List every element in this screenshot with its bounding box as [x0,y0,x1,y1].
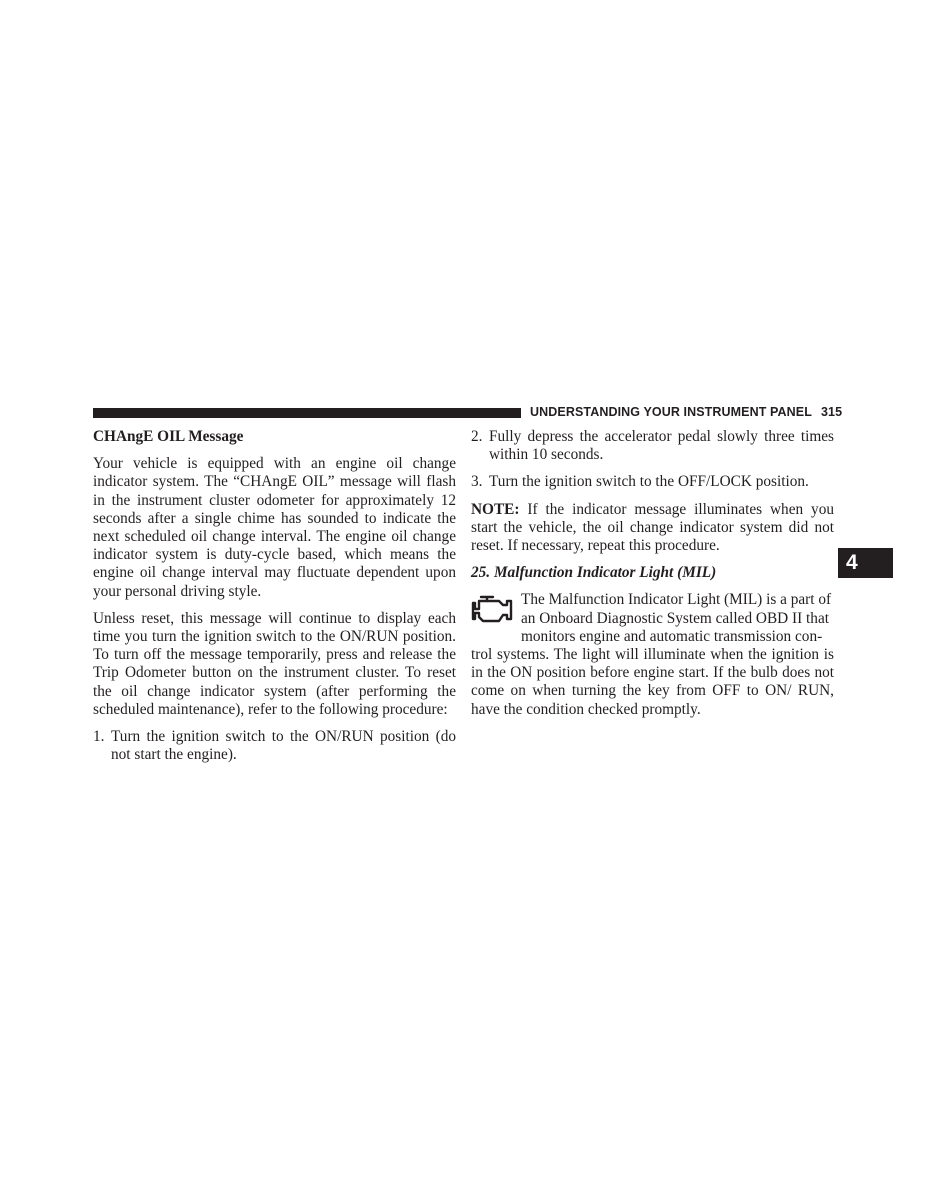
mil-description [471,591,834,718]
right-column [471,428,834,719]
procedure-step-2 [471,428,834,464]
page-number: 315 [820,405,843,419]
mil-line-2: an Onboard Diagnostic System called OBD II that [521,609,829,627]
procedure-step-1 [93,728,456,764]
section-heading-mil: 25. Malfunction Indicator Light (MIL) [471,564,717,582]
mil-line-3: monitors engine and automatic transmission con- [521,627,823,645]
note-paragraph [471,501,834,556]
running-header [530,405,842,419]
header-rule [93,408,521,418]
procedure-step-3 [471,473,834,491]
step-text: Fully depress the accelerator pedal slowly three times within 10 seconds. [489,428,834,464]
header-title: UNDERSTANDING YOUR INSTRUMENT PANEL [530,405,812,419]
step-number: 3. [471,473,483,491]
note-label: NOTE: [471,500,520,518]
note-text: If the indicator message illuminates when you start the vehicle, the oil change indicator system did not reset. If necessary, repeat this procedure. [471,500,834,555]
mil-line-1: The Malfunction Indicator Light (MIL) is a part of [521,591,832,609]
step-number: 2. [471,428,483,445]
chapter-tab: 4 [838,548,893,578]
step-text: Turn the ignition switch to the OFF/LOCK position. [489,473,809,491]
section-heading-change-oil: CHAngE OIL Message [93,428,244,445]
check-engine-icon [471,593,515,625]
step-number: 1. [93,728,105,746]
mil-paragraph-rest: trol systems. The light will illuminate when the ignition is in the ON position before engine start. If the bulb does not come on when turning the key from OFF to ON/ RUN, have the condition checked promptly. [471,646,834,718]
left-column [93,428,456,773]
paragraph-oil-indicator: Your vehicle is equipped with an engine oil change indicator system. The “CHAngE OIL” message will flash in the instrument cluster odometer for approximately 12 seconds after a single chime has sounded to indicate the next scheduled oil change interval. The engine oil change indicator system is duty-cycle based, which means the engine oil change interval may fluctuate dependent upon your personal driving style. [93,455,456,600]
step-text: Turn the ignition switch to the ON/RUN position (do not start the engine). [111,728,456,764]
paragraph-reset-info: Unless reset, this message will continue to display each time you turn the ignition switch to the ON/RUN position. To turn off the message temporarily, press and release the Trip Odometer button on the instrument cluster. To reset the oil change indicator system (after performing the scheduled maintenance), refer to the following procedure: [93,609,456,718]
